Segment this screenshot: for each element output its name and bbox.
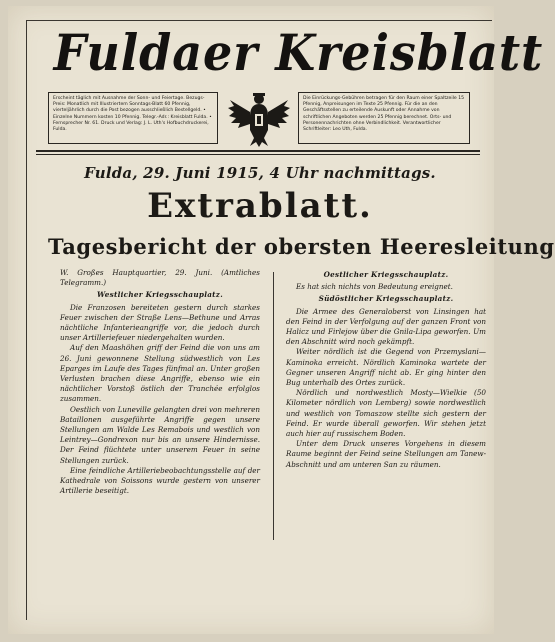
masthead-divider	[36, 150, 480, 152]
left-column	[60, 268, 260, 496]
extra-edition-title: Extrablatt.	[147, 186, 373, 226]
subscription-info-box: Erscheint täglich mit Ausnahme der Sonn- und Feiertage. Bezugs-Preis: Monatlich mit Illustriertem Sonntags-Blatt 60 Pfennig, vierteljährlich durch die Post bezogen ausschließlich Bestellgeld. • Einzelne Nummern kosten 10 Pfennig. Telegr.-Adr.: Kreisblatt Fulda. • Fernsprecher Nr. 61. Druck und Verlag: J. L. Uth's Hofbuchdruckerei, Fulda.	[48, 92, 218, 144]
advertising-info-box: Die Einrückungs-Gebühren betragen für den Raum einer Spaltzeile 15 Pfennig, Anpreisungen im Texte 25 Pfennig. Für die an den Geschäftsstellen zu erteilende Auskunft oder Annahme von schriftlichen Angeboten werden 25 Pfennig berechnet. Orts- und Personennachrichten ohne Verbindlichkeit. Verantwortlicher Schriftleiter: Leo Uth, Fulda.	[298, 92, 470, 144]
column-divider	[273, 272, 274, 540]
paragraph: Oestlich von Luneville gelangten drei von mehreren Bataillonen ausgeführte Angriffe gegen unsere Stellungen am Walde Les Remabois und westlich von Leintrey—Gondrexon nur bis an unsere Hindernisse. Der Feind flüchtete unter unserem Feuer in seine Stellungen zurück.	[60, 404, 260, 465]
dateline: Fulda, 29. Juni 1915, 4 Uhr nachmittags.	[84, 164, 436, 182]
paragraph: Die Armee des Generaloberst von Linsingen hat den Feind in der Verfolgung auf der ganzen Front von Halicz und Firlejow über die Gnila-Lipa geworfen. Um den Abschnitt wird noch gekämpft.	[286, 306, 486, 347]
article-headline: Tagesbericht der obersten Heeresleitung	[48, 234, 555, 259]
masthead-divider-thin	[36, 154, 480, 155]
paragraph: Weiter nördlich ist die Gegend von Przemyslani—Kaminoka erreicht. Nördlich Kaminoka wartete der Gegner unseren Angriff nicht ab. Er ging hinter den Bug unterhalb des Ortes zurück.	[286, 347, 486, 388]
right-column	[286, 268, 486, 470]
paragraph: Nördlich und nordwestlich Mosty—Wielkie (50 Kilometer nördlich von Lemberg) sowie nordwestlich und westlich von Tomaszow stellte sich gestern der Feind. Er wurde überall geworfen. Wir stehen jetzt auch hier auf russischem Boden.	[286, 388, 486, 439]
article-intro: W. Großes Hauptquartier, 29. Juni. (Amtliches Telegramm.)	[60, 268, 260, 288]
section-heading-west: Westlicher Kriegsschauplatz.	[96, 290, 223, 300]
eagle-crest-icon	[226, 90, 292, 148]
paragraph: Auf den Maashöhen griff der Feind die von uns am 26. Juni gewonnene Stellung südwestlich von Les Eparges im Laufe des Tages fünfmal an. Unter großen Verlusten brachen diese Angriffe, ebenso wie ein nächtlicher Vorstoß östlich der Tranchée erfolglos zusammen.	[60, 343, 260, 404]
newspaper-page	[8, 6, 555, 634]
masthead-title: Fuldaer Kreisblatt	[53, 23, 544, 82]
paragraph: Unter dem Druck unseres Vorgehens in diesem Raume beginnt der Feind seine Stellungen am Tanew-Abschnitt und am unteren San zu räumen.	[286, 439, 486, 469]
paragraph: Es hat sich nichts von Bedeutung ereignet.	[296, 282, 453, 292]
section-heading-southeast: Südöstlicher Kriegsschauplatz.	[318, 294, 454, 304]
section-heading-east: Oestlicher Kriegsschauplatz.	[323, 270, 449, 279]
paragraph: Eine feindliche Artilleriebeobachtungsstelle auf der Kathedrale von Soissons wurde gestern von unserer Artillerie beseitigt.	[60, 465, 260, 496]
left-border-rule	[26, 20, 27, 620]
paragraph: Die Franzosen bereiteten gestern durch starkes Feuer zwischen der Straße Lens—Bethune und Arras nächtliche Infanterieangriffe vor, die jedoch durch unser Artilleriefeuer niedergehalten wurden.	[60, 302, 260, 343]
